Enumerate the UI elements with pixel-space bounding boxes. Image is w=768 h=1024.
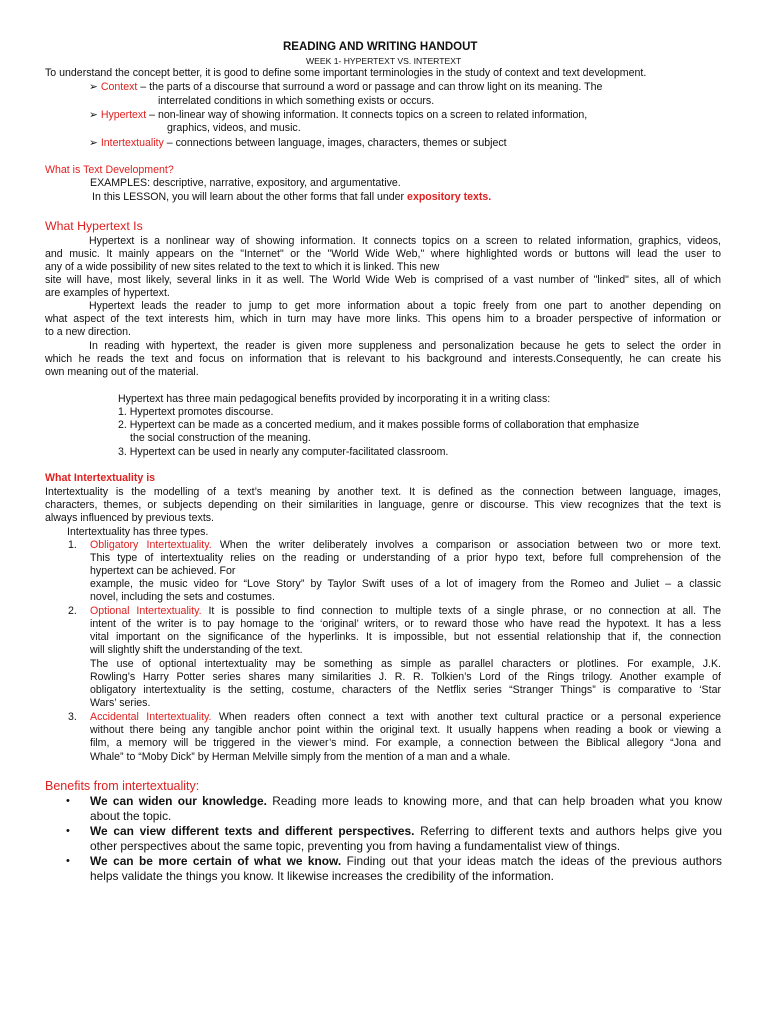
hypertext-benefit-1: 1. Hypertext promotes discourse. — [118, 406, 274, 418]
hypertext-line-4: site will have, most likely, several links in it as well. The World Wide Web is comprised of a vast number of "linked" sites, all of which — [45, 274, 721, 286]
term-hypertext-label: Hypertext — [100, 109, 147, 121]
hypertext-line-3: any of a wide possibility of new sites related to the text to which it is linked. This new — [45, 261, 440, 273]
type-2-line-5: Rowling’s Harry Potter series shares many similarities J. R. R. Tolkien’s Lord of the Rings trilogy. Another example of — [90, 671, 721, 683]
benefit-1-bold: We can widen our knowledge. — [90, 794, 267, 808]
type-3-line-2: film, a memory will be triggered in the viewer’s mind. For example, a connection between the Biblical allegory “Jona and — [90, 737, 721, 749]
hypertext-line-1: Hypertext is a nonlinear way of showing information. It connects topics on a screen to related information, graphics, videos, — [89, 235, 721, 247]
arrow-icon: ➢ — [89, 81, 98, 93]
type-2-line-7: Wars’ series. — [90, 697, 151, 709]
benefit-2 — [90, 824, 722, 839]
type-2-line-1: intent of the writer is to pay homage to the ‘original’ writers, or to reward those who have read the hypotext. It has a less — [90, 618, 721, 630]
term-hypertext-def: – non-linear way of showing information. It connects topics on a screen to related information, — [146, 109, 588, 121]
hypertext-line-6: Hypertext leads the reader to jump to get more information about a topic freely from one part to another depending on — [89, 300, 721, 312]
text-dev-examples: EXAMPLES: descriptive, narrative, expository, and argumentative. — [90, 177, 401, 189]
benefit-2-bold: We can view different texts and different perspectives. — [90, 824, 415, 838]
benefits-heading: Benefits from intertextuality: — [45, 779, 200, 793]
benefit-3-rest: Finding out that your ideas match the ideas of the previous authors — [341, 854, 723, 868]
benefit-3 — [90, 854, 722, 869]
type-3-line-3: Whale” to “Moby Dick” by Herman Melville simply from the mention of a man and a whale. — [90, 751, 511, 763]
type-2-line-6: obligatory intertextuality is the setting, costume, characters of the Netflix series “Stranger Things” is comparative to ‘Star — [90, 684, 721, 696]
type-1-line-2: hypertext can be achieved. For — [90, 565, 236, 577]
type-3-name: Accidental Intertextuality. — [90, 711, 212, 723]
type-3-first-text: When readers often connect a text with another text cultural practice or a personal experience — [211, 711, 721, 723]
term-context-def-cont: interrelated conditions in which something exists or occurs. — [158, 95, 435, 107]
type-1-first — [90, 539, 721, 552]
type-1-name: Obligatory Intertextuality. — [90, 539, 212, 551]
type-3-number: 3. — [68, 711, 77, 723]
type-1-line-3: example, the music video for “Love Story” by Taylor Swift uses of a lot of imagery from the Romeo and Juliet – a classic — [90, 578, 721, 590]
type-1-first-text: When the writer deliberately involves a comparison or association between two or more text. — [211, 539, 721, 551]
hypertext-line-8: to a new direction. — [45, 326, 131, 338]
hypertext-benefits-intro: Hypertext has three main pedagogical benefits provided by incorporating it in a writing class: — [118, 393, 551, 405]
term-context — [89, 81, 602, 94]
handout-subtitle: WEEK 1- HYPERTEXT VS. INTERTEXT — [306, 56, 462, 66]
benefit-3-bold: We can be more certain of what we know. — [90, 854, 342, 868]
hypertext-line-5: are examples of hypertext. — [45, 287, 170, 299]
type-3-line-1: without there being any tangible anchor point within the original text. It usually happens when reading a book or viewing a — [90, 724, 721, 736]
arrow-icon: ➢ — [89, 109, 98, 121]
intertext-line-2: characters, themes, or subjects depending on their similarities in language, genre or discourse. This view recognizes that the text is — [45, 499, 721, 511]
type-2-line-4: The use of optional intertextuality may be something as simple as parallel characters or plotlines. For example, J.K. — [90, 658, 721, 670]
type-2-first-text: It is possible to find connection to multiple texts of a single phrase, or no connection at all. The — [201, 605, 721, 617]
bullet-icon: • — [66, 855, 70, 867]
type-2-number: 2. — [68, 605, 77, 617]
benefit-1-rest: Reading more leads to knowing more, and that can help broaden what you know — [266, 794, 722, 808]
hypertext-benefit-2-cont: the social construction of the meaning. — [130, 432, 311, 444]
term-intertextuality-def: – connections between language, images, characters, themes or subject — [163, 137, 507, 149]
term-context-label: Context — [100, 81, 138, 93]
hypertext-line-9: In reading with hypertext, the reader is given more suppleness and personalization because he gets to select the order in — [89, 340, 721, 352]
type-2-name: Optional Intertextuality. — [90, 605, 202, 617]
intertext-line-1: Intertextuality is the modelling of a text’s meaning by another text. It is defined as the connection between language, images, — [45, 486, 721, 498]
hypertext-heading: What Hypertext Is — [45, 219, 143, 233]
benefit-3-line-2: helps validate the things you know. It likewise increases the credibility of the information. — [90, 869, 554, 883]
benefit-1-line-2: about the topic. — [90, 809, 172, 823]
text-dev-lesson-prefix: In this LESSON, you will learn about the other forms that fall under — [92, 191, 405, 203]
hypertext-line-10: which he reads the text and focus on information that is relevant to his background and interests.Consequently, he can create his — [45, 353, 721, 365]
term-intertextuality-label: Intertextuality — [100, 137, 164, 149]
type-2-line-3: will slightly shift the understanding of the text. — [90, 644, 303, 656]
term-hypertext-def-cont: graphics, videos, and music. — [167, 122, 301, 134]
term-context-def: – the parts of a discourse that surround a word or passage and can throw light on its meaning. The — [137, 81, 603, 93]
type-2-line-2: vital important on the significance of the hyperlinks. It is impossible, but not essential relationship that if, the connection — [90, 631, 721, 643]
type-1-line-4: novel, including the sets and costumes. — [90, 591, 275, 603]
handout-title: READING AND WRITING HANDOUT — [283, 41, 478, 53]
bullet-icon: • — [66, 825, 70, 837]
intertext-line-3: always influenced by previous texts. — [45, 512, 214, 524]
hypertext-benefit-3: 3. Hypertext can be used in nearly any computer-facilitated classroom. — [118, 446, 449, 458]
benefit-2-rest: Referring to different texts and authors helps give you — [414, 824, 722, 838]
intro-line: To understand the concept better, it is good to define some important terminologies in the study of context and text development. — [45, 67, 647, 79]
bullet-icon: • — [66, 795, 70, 807]
type-3-first — [90, 711, 721, 724]
text-dev-lesson-highlight: expository texts. — [407, 191, 492, 203]
hypertext-benefit-2: 2. Hypertext can be made as a concerted medium, and it makes possible forms of collaboration that emphasize — [118, 419, 640, 431]
type-1-line-1: This type of intertextuality relies on the reading or understanding of a prior hypo text, before full comprehension of the — [90, 552, 721, 564]
term-intertextuality — [89, 137, 507, 150]
benefit-1 — [90, 794, 722, 809]
benefit-2-line-2: other perspectives about the same topic, preventing you from having a fundamentalist view of things. — [90, 839, 621, 853]
text-dev-lesson — [92, 191, 491, 204]
hypertext-line-7: what aspect of the text interests him, which in turn may have more links. This opens him to a broader perspective of information or — [45, 313, 721, 325]
type-1-number: 1. — [68, 539, 77, 551]
hypertext-line-2: and music. It mainly appears on the "Internet" or the "World Wide Web," where highlighted words or buttons will lead the user to — [45, 248, 721, 260]
type-2-first — [90, 605, 721, 618]
arrow-icon: ➢ — [89, 137, 98, 149]
text-dev-heading: What is Text Development? — [45, 164, 174, 176]
intertext-types-intro: Intertextuality has three types. — [67, 526, 209, 538]
hypertext-line-11: own meaning out of the material. — [45, 366, 199, 378]
intertext-heading: What Intertextuality is — [45, 472, 156, 484]
term-hypertext — [89, 109, 587, 122]
